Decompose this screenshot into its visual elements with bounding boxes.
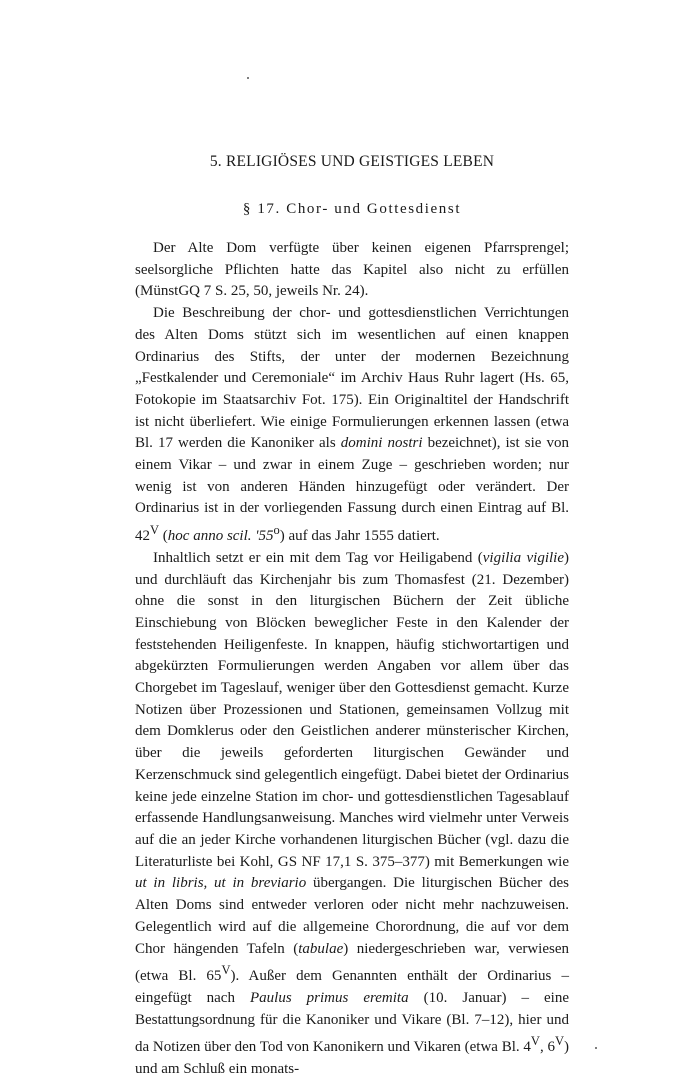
verso-mark: V: [554, 1034, 565, 1049]
speck-mark: [247, 77, 249, 79]
section-title: § 17. Chor- und Gottesdienst: [242, 201, 462, 217]
verso-mark: V: [150, 523, 160, 538]
paragraph-text: (: [159, 528, 168, 545]
paragraph-text: (10. Januar) – eine Bestattungsordnung für die Kanoniker und Vikare (Bl. 7–12), hier und da Notizen über den Tod von Kanonikern und Vikaren (etwa Bl. 4: [135, 989, 570, 1056]
latin-term: ut in libris, ut in breviario: [135, 875, 307, 892]
paragraph-3: [135, 548, 569, 1081]
paragraph-text: , 6: [539, 1039, 555, 1056]
chapter-title: 5. RELIGIÖSES UND GEISTIGES LEBEN: [209, 153, 495, 170]
latin-term: Paulus primus eremita: [249, 989, 409, 1006]
paragraph-text: Inhaltlich setzt er ein mit dem Tag vor Heiligabend (: [153, 549, 483, 566]
paragraph-text: bezeichnet), ist sie von einem Vikar – und zwar in einem Zuge – geschrieben worden; nur wenig ist von anderen Händen hinzugefügt oder verändert. Der Ordinarius ist in der vorliegenden Fassung durch einen Eintrag auf Bl. 42: [135, 435, 569, 545]
paragraph-text: ) niedergeschrieben war, verwiesen (etwa Bl. 65: [135, 940, 570, 985]
latin-term: vigilia vigilie: [482, 549, 564, 566]
paragraph-text: ) und am Schluß ein monats-: [135, 1039, 570, 1078]
paragraph-text: Die Beschreibung der chor- und gottesdienstlichen Verrichtungen des Alten Doms stützt sich im wesentlichen auf einen knappen Ordinarius des Stifts, der unter der modernen Bezeichnung „Festkalender und Ceremoniale“ im Archiv Haus Ruhr lagert (Hs. 65, Fotokopie im Staatsarchiv Fot. 175). Ein Originaltitel der Handschrift ist nicht überliefert. Wie einige Formulierungen erkennen lassen (etwa Bl. 17 werden die Kanoniker als: [135, 305, 569, 452]
speck-mark: [595, 1047, 597, 1049]
verso-mark: V: [530, 1034, 540, 1049]
paragraph-1: [135, 238, 569, 303]
paragraph-2: [135, 303, 569, 548]
paragraph-text: ) auf das Jahr 1555 datiert.: [279, 528, 440, 545]
paragraph-text: ) und durchläuft das Kirchenjahr bis zum Thomasfest (21. Dezember) ohne die sonst in den liturgischen Büchern der Zeit übliche Einschiebung von Blöcken beweglicher Feste in den Kalender der feststehenden Heiligenfeste. In knappen, häufig stichwortartigen und abgekürzten Formulierungen werden Angaben vor allem über das Chorgebet im Tageslauf, weniger über den Gottesdienst gemacht. Kurze Notizen über Prozessionen und Stationen, gemeinsamen Vollzug mit dem Domklerus oder den Geistlichen anderer münsterischer Kirchen, über die jeweils geforderten liturgischen Gewänder und Kerzenschmuck sind gelegentlich eingefügt. Dabei bietet der Ordinarius keine jede einzelne Station im chor- und gottesdienstlichen Tagesablauf erfassende Handlungsanweisung. Manches wird vielmehr unter Verweis auf die an jeder Kirche vorhandenen liturgischen Bücher (vgl. dazu die Literaturliste bei Kohl, GS NF 17,1 S. 375–377) mit Bemerkungen wie: [135, 549, 570, 870]
verso-mark: V: [221, 963, 231, 978]
paragraph-text: übergangen. Die liturgischen Bücher des Alten Doms sind entweder verloren oder nicht mehr nachzuweisen. Gelegentlich wird auf die allgemeine Chorordnung, die auf vor dem Chor hängenden Tafeln (: [135, 875, 569, 957]
superscript-mark: o: [273, 523, 280, 538]
paragraph-text: Der Alte Dom verfügte über keinen eigenen Pfarrsprengel; seelsorgliche Pflichten hatte das Kapitel also nicht zu erfüllen (MünstGQ 7 S. 25, 50, jeweils Nr. 24).: [135, 240, 569, 300]
latin-term: tabulae: [298, 940, 344, 957]
latin-term: domini nostri: [340, 435, 423, 452]
latin-term: hoc anno scil. '55: [167, 528, 274, 545]
body-text: [135, 238, 569, 1081]
paragraph-text: ). Außer dem Genannten enthält der Ordinarius – eingefügt nach: [135, 968, 569, 1006]
